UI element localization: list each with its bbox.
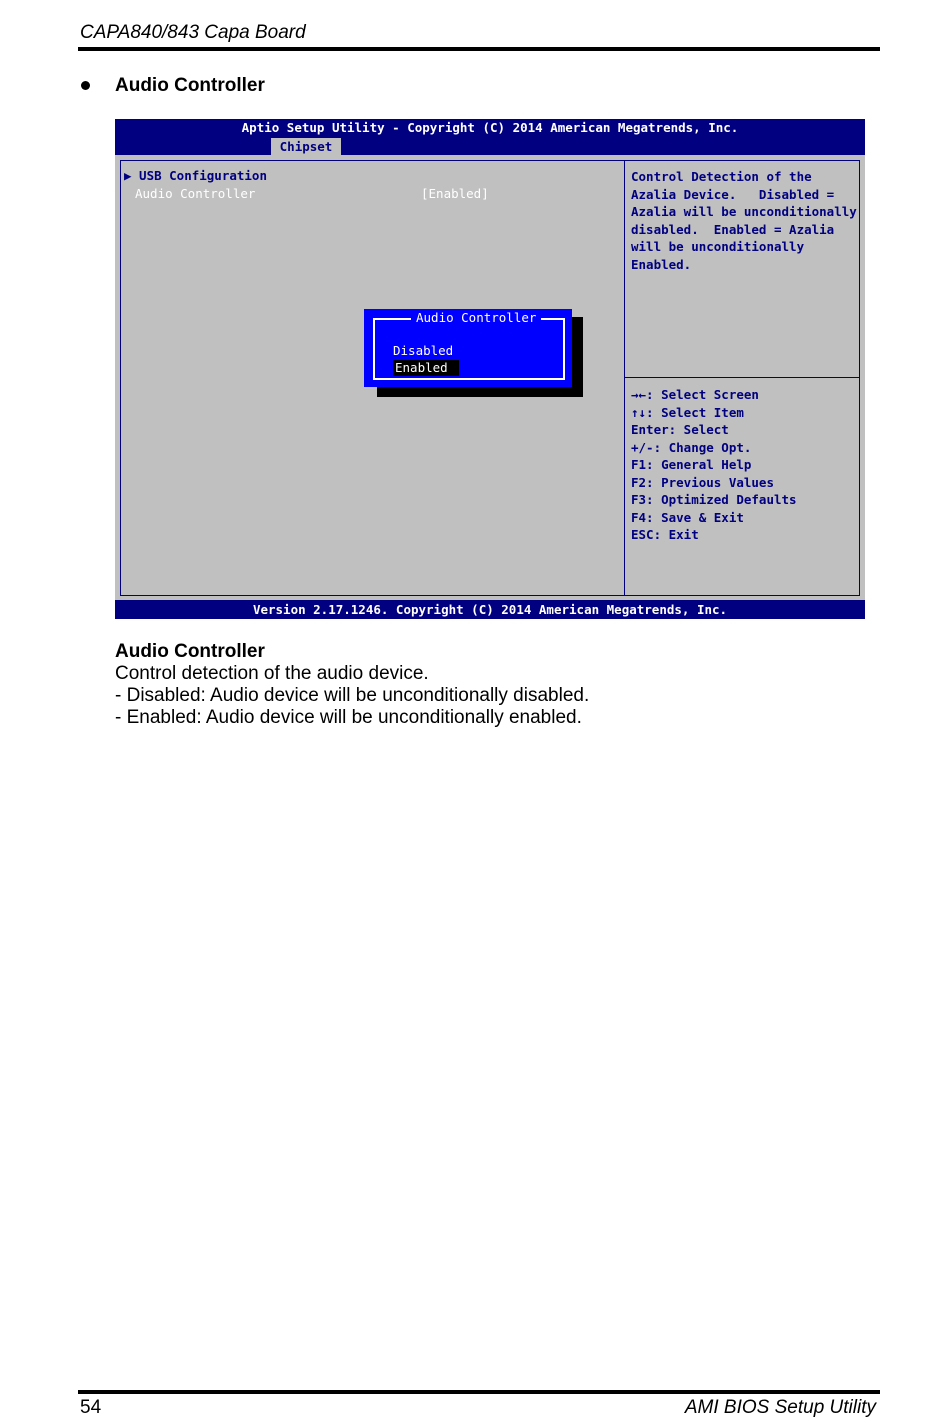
key-esc-exit: ESC: Exit — [631, 527, 699, 542]
key-select-screen: →←: Select Screen — [631, 387, 759, 402]
description-line: Control detection of the audio device. — [115, 663, 429, 684]
bios-title: Aptio Setup Utility - Copyright (C) 2014 American Megatrends, Inc. — [241, 120, 739, 135]
audio-controller-value[interactable]: [Enabled] — [421, 186, 489, 201]
footer-divider — [78, 1390, 880, 1394]
key-enter-select: Enter: Select — [631, 422, 729, 437]
section-title: Audio Controller — [115, 75, 265, 96]
popup-border — [373, 310, 565, 380]
bios-screenshot — [115, 119, 865, 619]
header-title: CAPA840/843 Capa Board — [80, 22, 306, 43]
footer-title: AMI BIOS Setup Utility — [684, 1397, 876, 1418]
menu-item-usb-configuration[interactable]: ▶ USB Configuration — [124, 168, 267, 183]
key-save-exit: F4: Save & Exit — [631, 509, 744, 525]
page-number: 54 — [80, 1397, 102, 1418]
audio-controller-popup — [364, 309, 572, 387]
popup-title: Audio Controller — [411, 310, 541, 325]
description-line: - Disabled: Audio device will be unconditionally disabled. — [115, 685, 590, 706]
key-change-opt: +/-: Change Opt. — [631, 439, 752, 455]
bullet-icon — [81, 81, 90, 90]
description-line: - Enabled: Audio device will be unconditionally enabled. — [115, 707, 582, 728]
popup-option-enabled[interactable]: Enabled — [393, 360, 459, 376]
menu-item-audio-controller[interactable]: Audio Controller — [135, 186, 256, 201]
key-optimized-defaults: F3: Optimized Defaults — [631, 492, 797, 507]
key-select-item: ↑↓: Select Item — [631, 404, 744, 420]
bios-version-bar: Version 2.17.1246. Copyright (C) 2014 American Megatrends, Inc. — [115, 600, 865, 619]
bios-title-bar — [115, 119, 865, 155]
help-text: Control Detection of the Azalia Device. Disabled = Azalia will be unconditionally disabled. Enabled = Azalia will be unconditionally Enabled. — [631, 169, 857, 272]
key-legend — [631, 386, 797, 544]
key-previous-values: F2: Previous Values — [631, 474, 774, 490]
description-body — [115, 663, 589, 729]
popup-option-disabled[interactable]: Disabled — [393, 343, 454, 358]
bios-divider-horizontal — [625, 377, 859, 378]
header-divider — [78, 47, 880, 51]
key-general-help: F1: General Help — [631, 457, 752, 472]
tab-chipset[interactable]: Chipset — [271, 138, 341, 155]
description-title: Audio Controller — [115, 641, 265, 662]
bios-divider-vertical — [624, 160, 625, 596]
